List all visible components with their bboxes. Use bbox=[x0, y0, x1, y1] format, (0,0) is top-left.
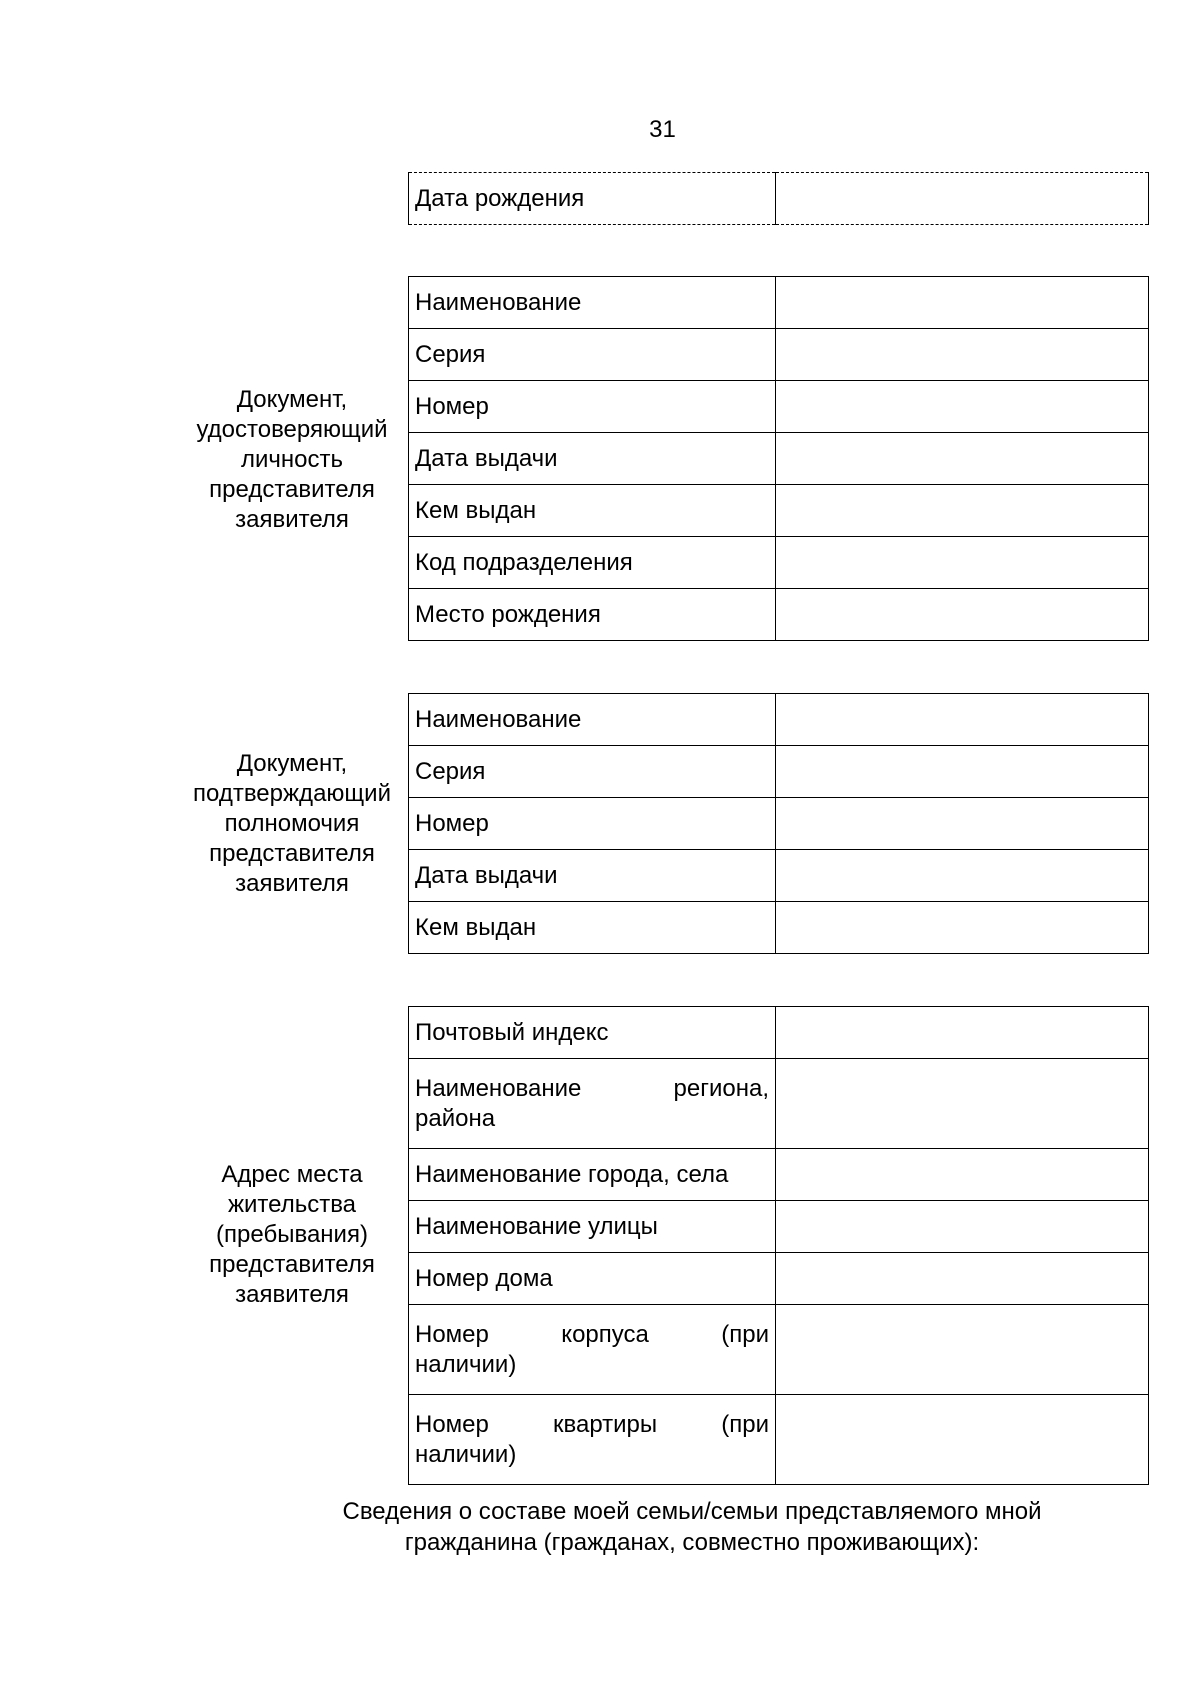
label-line-2: наличии) bbox=[415, 1440, 517, 1468]
field-value[interactable] bbox=[776, 485, 1149, 537]
identity-document-label bbox=[172, 385, 412, 535]
table-row bbox=[409, 589, 1149, 641]
table-row bbox=[409, 1007, 1149, 1059]
field-value[interactable] bbox=[776, 1149, 1149, 1201]
field-label bbox=[409, 1305, 776, 1395]
label-line-2: наличии) bbox=[415, 1350, 517, 1378]
field-label: Наименование bbox=[409, 694, 776, 746]
field-label: Серия bbox=[409, 746, 776, 798]
heading-line: Сведения о составе моей семьи/семьи представляемого мной bbox=[342, 1498, 1042, 1525]
label-line: заявителя bbox=[235, 1281, 349, 1308]
table-row bbox=[409, 485, 1149, 537]
field-label: Кем выдан bbox=[409, 902, 776, 954]
label-line-1: Номер корпуса (при bbox=[415, 1320, 769, 1348]
table-row bbox=[409, 433, 1149, 485]
field-label: Наименование улицы bbox=[409, 1201, 776, 1253]
label-line: полномочия bbox=[224, 810, 360, 837]
table-row bbox=[409, 798, 1149, 850]
table-row bbox=[409, 381, 1149, 433]
label-line-1: Номер квартиры (при bbox=[415, 1410, 769, 1438]
label-line: представителя bbox=[209, 1251, 375, 1278]
identity-document-table bbox=[408, 276, 1149, 641]
field-label: Кем выдан bbox=[409, 485, 776, 537]
field-value-birth-date[interactable] bbox=[776, 173, 1149, 225]
table-row bbox=[409, 746, 1149, 798]
field-value[interactable] bbox=[776, 798, 1149, 850]
field-label: Серия bbox=[409, 329, 776, 381]
label-line: представителя bbox=[209, 476, 375, 503]
residence-address-table bbox=[408, 1006, 1149, 1485]
table-row bbox=[409, 1305, 1149, 1395]
field-value[interactable] bbox=[776, 381, 1149, 433]
field-value[interactable] bbox=[776, 589, 1149, 641]
field-value[interactable] bbox=[776, 746, 1149, 798]
field-label: Номер дома bbox=[409, 1253, 776, 1305]
field-label: Дата выдачи bbox=[409, 850, 776, 902]
label-line: (пребывания) bbox=[216, 1221, 368, 1248]
birth-date-table bbox=[408, 172, 1149, 225]
field-value[interactable] bbox=[776, 537, 1149, 589]
field-value[interactable] bbox=[776, 850, 1149, 902]
label-line: представителя bbox=[209, 840, 375, 867]
label-line: заявителя bbox=[235, 870, 349, 897]
family-composition-heading bbox=[172, 1496, 1200, 1558]
field-label: Дата выдачи bbox=[409, 433, 776, 485]
field-value[interactable] bbox=[776, 1395, 1149, 1485]
label-line: удостоверяющий bbox=[196, 416, 388, 443]
label-line-1: Наименование региона, bbox=[415, 1074, 769, 1102]
field-value[interactable] bbox=[776, 1059, 1149, 1149]
table-row bbox=[409, 694, 1149, 746]
table-row bbox=[409, 902, 1149, 954]
table-row bbox=[409, 277, 1149, 329]
field-value[interactable] bbox=[776, 329, 1149, 381]
field-label: Наименование города, села bbox=[409, 1149, 776, 1201]
table-row bbox=[409, 537, 1149, 589]
label-line: Документ, bbox=[236, 386, 348, 413]
page-number: 31 bbox=[649, 116, 676, 143]
residence-address-label bbox=[172, 1160, 412, 1310]
table-row bbox=[409, 1149, 1149, 1201]
label-line: Адрес места bbox=[221, 1161, 363, 1188]
table-row bbox=[409, 329, 1149, 381]
label-line-2: района bbox=[415, 1104, 496, 1132]
field-value[interactable] bbox=[776, 1305, 1149, 1395]
field-value[interactable] bbox=[776, 433, 1149, 485]
label-line: Документ, bbox=[236, 750, 348, 777]
field-label: Код подразделения bbox=[409, 537, 776, 589]
field-value[interactable] bbox=[776, 277, 1149, 329]
table-row bbox=[409, 1201, 1149, 1253]
heading-line: гражданина (гражданах, совместно проживающих): bbox=[404, 1529, 980, 1556]
authority-document-table bbox=[408, 693, 1149, 954]
field-label: Почтовый индекс bbox=[409, 1007, 776, 1059]
field-value[interactable] bbox=[776, 1253, 1149, 1305]
table-row bbox=[409, 850, 1149, 902]
field-value[interactable] bbox=[776, 902, 1149, 954]
field-value[interactable] bbox=[776, 694, 1149, 746]
label-line: личность bbox=[240, 446, 343, 473]
table-row bbox=[409, 1395, 1149, 1485]
field-label-birth-date: Дата рождения bbox=[409, 173, 776, 225]
label-line: подтверждающий bbox=[193, 780, 391, 807]
field-label bbox=[409, 1395, 776, 1485]
authority-document-label bbox=[172, 749, 412, 899]
label-line: заявителя bbox=[235, 506, 349, 533]
field-value[interactable] bbox=[776, 1007, 1149, 1059]
table-row bbox=[409, 1253, 1149, 1305]
table-row bbox=[409, 173, 1149, 225]
field-label bbox=[409, 1059, 776, 1149]
field-label: Номер bbox=[409, 381, 776, 433]
field-value[interactable] bbox=[776, 1201, 1149, 1253]
field-label: Место рождения bbox=[409, 589, 776, 641]
table-row bbox=[409, 1059, 1149, 1149]
field-label: Номер bbox=[409, 798, 776, 850]
field-label: Наименование bbox=[409, 277, 776, 329]
label-line: жительства bbox=[227, 1191, 357, 1218]
